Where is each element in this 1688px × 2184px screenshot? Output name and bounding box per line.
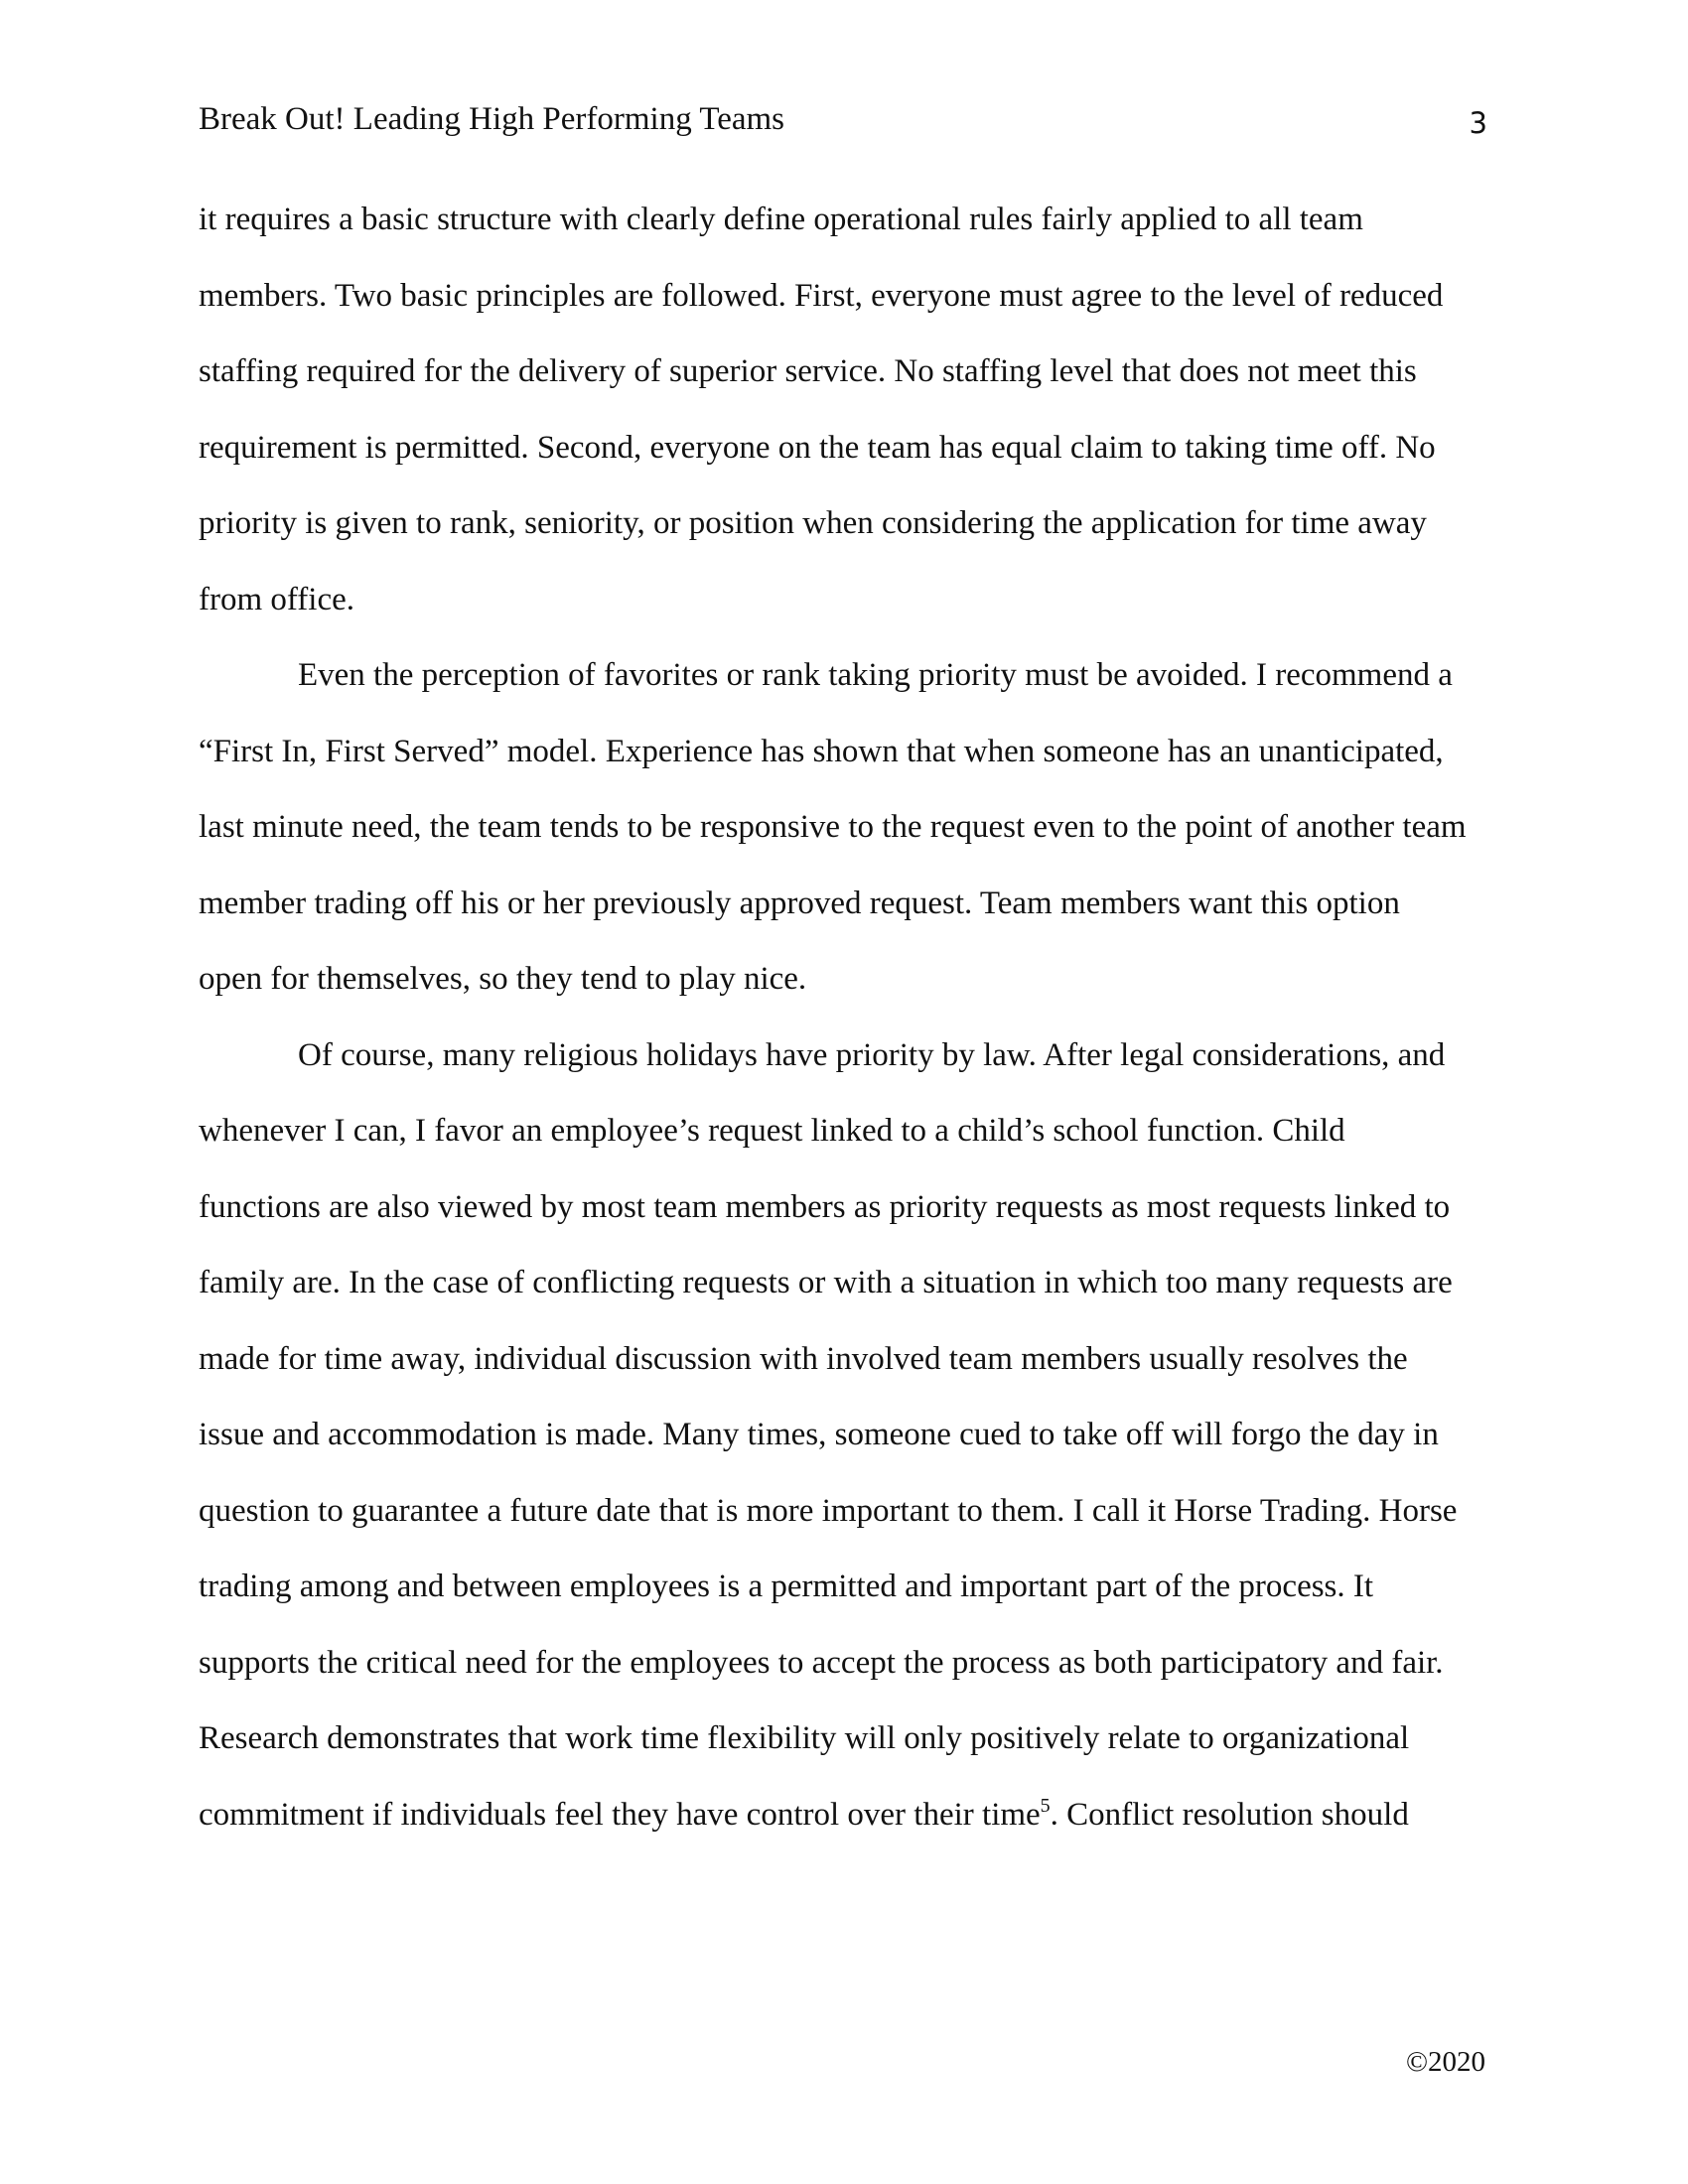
text-line: issue and accommodation is made. Many times, someone cued to take off will forgo the day in	[199, 1417, 1439, 1452]
text-line: family are. In the case of conflicting requests or with a situation in which too many requests are	[199, 1265, 1453, 1300]
text-line: from office.	[199, 581, 354, 617]
text-line: members. Two basic principles are followed. First, everyone must agree to the level of reduced	[199, 277, 1444, 314]
text-line: Research demonstrates that work time flexibility will only positively relate to organizational	[199, 1720, 1410, 1756]
text-line: “First In, First Served” model. Experience has shown that when someone has an unanticipated,	[199, 733, 1444, 769]
text-line: member trading off his or her previously approved request. Team members want this option	[199, 885, 1400, 921]
page-number: 3	[1469, 106, 1487, 140]
paragraph-first-line: Of course, many religious holidays have priority by law. After legal considerations, and	[298, 1036, 1446, 1073]
text-line: functions are also viewed by most team members as priority requests as most requests linked to	[199, 1188, 1451, 1225]
text-line: whenever I can, I favor an employee’s request linked to a child’s school function. Child	[199, 1113, 1345, 1149]
text-line: last minute need, the team tends to be responsive to the request even to the point of another team	[199, 809, 1467, 845]
footnote-reference: 5	[1040, 1794, 1051, 1817]
text-after-footnote: . Conflict resolution should	[1050, 1796, 1409, 1833]
text-line: requirement is permitted. Second, everyone on the team has equal claim to taking time off. No	[199, 429, 1436, 466]
text-line: made for time away, individual discussion with involved team members usually resolves the	[199, 1340, 1408, 1377]
paragraph-first-line: Even the perception of favorites or rank taking priority must be avoided. I recommend a	[298, 657, 1453, 693]
running-head-title: Break Out! Leading High Performing Teams	[199, 101, 785, 137]
text-line-with-footnote	[199, 1793, 1489, 1869]
text-line: priority is given to rank, seniority, or position when considering the application for time away	[199, 505, 1427, 541]
text-before-footnote: commitment if individuals feel they have control over their time	[199, 1796, 1041, 1833]
text-line: supports the critical need for the employees to accept the process as both participatory and fair.	[199, 1644, 1444, 1681]
text-line: it requires a basic structure with clearly define operational rules fairly applied to all team	[199, 202, 1363, 237]
text-line: trading among and between employees is a permitted and important part of the process. It	[199, 1569, 1374, 1604]
text-line: staffing required for the delivery of superior service. No staffing level that does not meet this	[199, 353, 1417, 389]
body-text	[199, 198, 1489, 1868]
copyright-footer: ©2020	[1405, 2046, 1485, 2078]
text-line: question to guarantee a future date that is more important to them. I call it Horse Trading. Horse	[199, 1492, 1458, 1529]
text-line: open for themselves, so they tend to play nice.	[199, 961, 807, 997]
